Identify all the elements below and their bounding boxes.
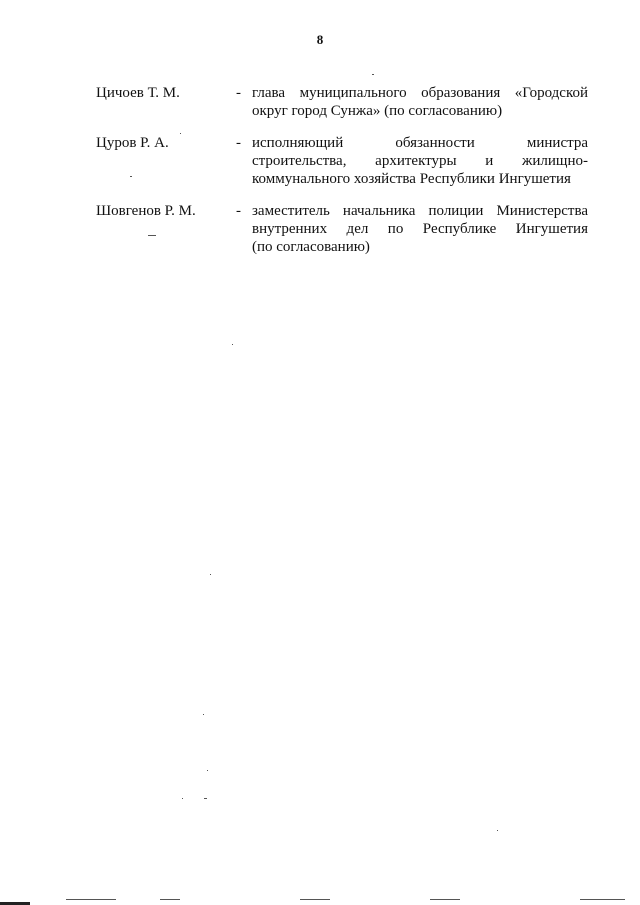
position-line: (по согласованию): [252, 239, 370, 255]
scan-speck: [430, 899, 460, 900]
member-name: Цуров Р. А.: [96, 135, 169, 151]
member-position: [252, 134, 588, 188]
member-name: Цичоев Т. М.: [96, 85, 180, 101]
scan-speck: [372, 74, 374, 75]
scan-speck: [148, 235, 156, 236]
member-position: [252, 84, 588, 120]
member-entry: [96, 84, 588, 134]
scan-speck: [204, 798, 207, 799]
scan-speck: [580, 899, 625, 900]
scan-speck: [203, 714, 204, 715]
scan-speck: [300, 899, 330, 900]
member-entry: [96, 134, 588, 202]
position-line: исполняющий обязанности министра: [252, 135, 588, 151]
position-line: заместитель начальника полиции Министерства: [252, 203, 588, 219]
position-line: строительства, архитектуры и жилищно-: [252, 153, 588, 169]
member-position: [252, 202, 588, 256]
scan-speck: [160, 899, 180, 900]
scan-speck: [130, 176, 132, 177]
member-name: Шовгенов Р. М.: [96, 203, 196, 219]
scan-speck: [232, 344, 233, 345]
member-entry: [96, 202, 588, 262]
scan-speck: [207, 770, 208, 771]
position-line: глава муниципального образования «Городской: [252, 85, 588, 101]
scan-speck: [66, 899, 116, 900]
position-line: коммунального хозяйства Республики Ингушетия: [252, 171, 571, 187]
scan-speck: [180, 133, 181, 134]
position-line: внутренних дел по Республике Ингушетия: [252, 221, 588, 237]
position-line: округ город Сунжа» (по согласованию): [252, 103, 503, 119]
scan-speck: [210, 574, 211, 575]
page-number: 8: [316, 32, 324, 47]
member-dash: -: [236, 135, 241, 151]
member-list: [96, 84, 588, 262]
scan-speck: [182, 798, 183, 799]
member-dash: -: [236, 203, 241, 219]
scan-speck: [497, 830, 498, 831]
member-dash: -: [236, 85, 241, 101]
